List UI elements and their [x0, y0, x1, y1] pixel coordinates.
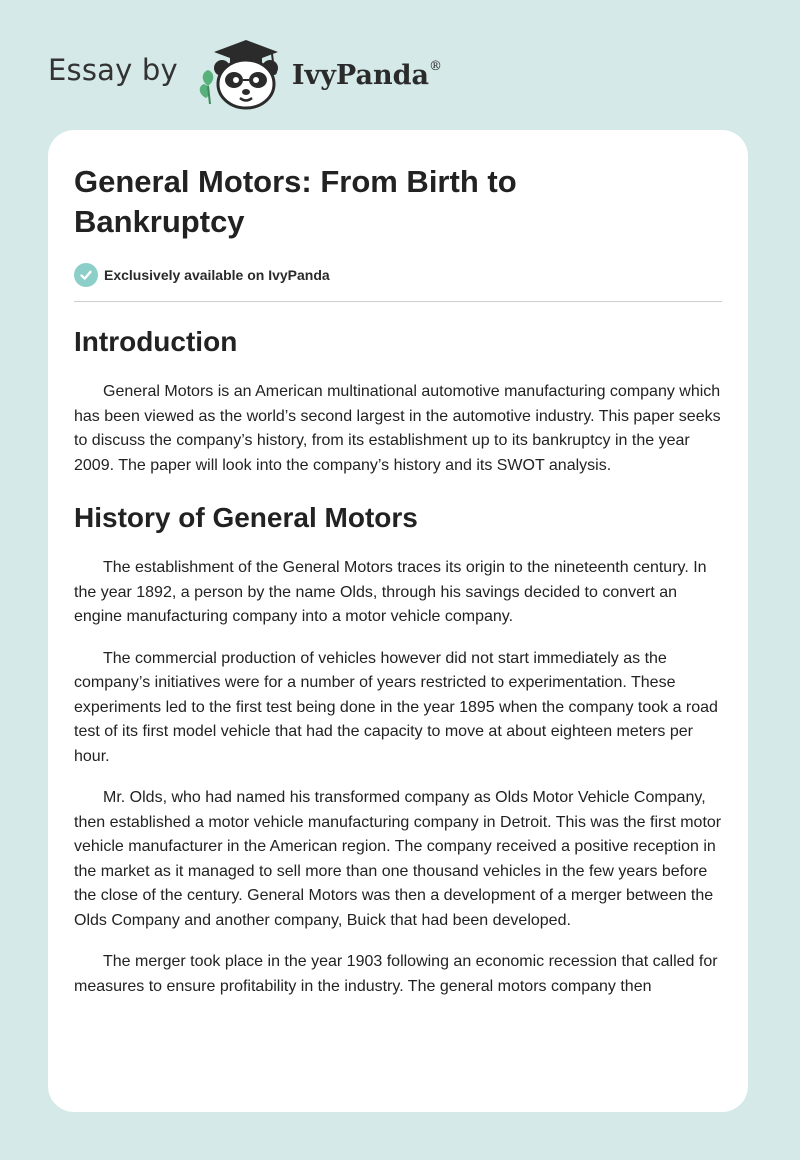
section-heading-history: History of General Motors: [74, 502, 418, 533]
ivypanda-logo[interactable]: [194, 34, 442, 110]
section-heading-introduction: Introduction: [74, 326, 238, 357]
exclusive-label: Exclusively available on IvyPanda: [104, 267, 330, 283]
paragraph: General Motors is an American multinational automotive manufacturing company which has been viewed as the world’s second largest in the automotive industry. This paper seeks to discuss the company’s history, from its establishment up to its bankruptcy in the year 2009. The paper will look into the company’s history and its SWOT analysis.: [74, 383, 721, 474]
paragraph: The establishment of the General Motors traces its origin to the nineteenth century. In the year 1892, a person by the name Olds, through his savings decided to convert an engine manufacturing company into a motor vehicle company.: [74, 559, 707, 625]
panda-mascot-icon: [194, 34, 286, 110]
check-icon: [74, 263, 98, 287]
paragraph: Mr. Olds, who had named his transformed company as Olds Motor Vehicle Company, then established a motor vehicle manufacturing company in Detroit. This was the first motor vehicle manufacturer in the American region. The company received a positive reception in the market as it managed to sell more than one thousand vehicles in the few years before the close of the century. General Motors was then a development of a merger between the Olds Company and another company, Buick that had been developed.: [74, 789, 722, 929]
page-title: General Motors: From Birth to Bankruptcy: [74, 164, 517, 239]
exclusive-badge: [74, 263, 722, 287]
brand-name: IvyPanda®: [291, 58, 442, 91]
essay-by-label: Essay by: [48, 53, 178, 87]
site-header: [48, 34, 442, 110]
essay-card: [48, 130, 748, 1112]
paragraph: The commercial production of vehicles however did not start immediately as the company’s initiatives were for a number of years restricted to experimentation. These experiments led to the first test being done in the year 1895 when the company took a road test of its first model vehicle that had the capacity to move at about eighteen meters per hour.: [74, 649, 718, 765]
paragraph: The merger took place in the year 1903 following an economic recession that called for measures to ensure profitability in the industry. The general motors company then: [74, 953, 718, 995]
divider: [74, 301, 722, 302]
